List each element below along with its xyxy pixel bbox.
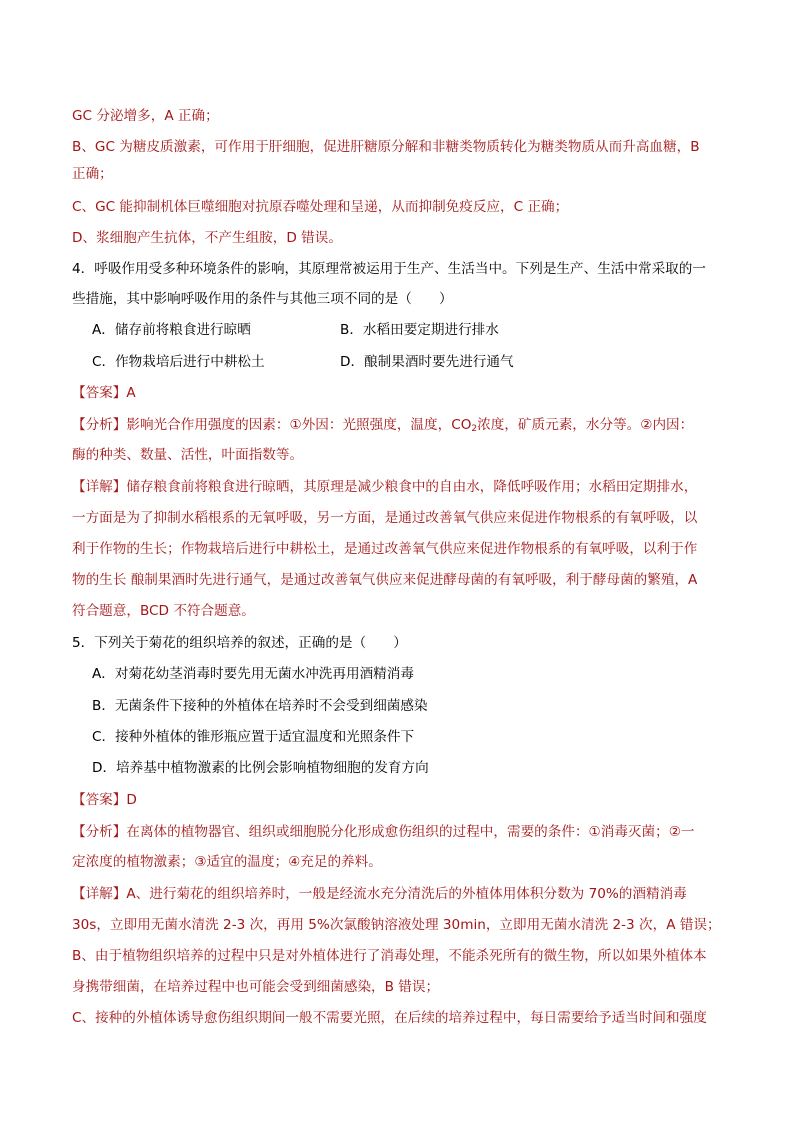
answer-option: D．培养基中植物激素的比例会影响植物细胞的发育方向 xyxy=(92,760,429,776)
text-line xyxy=(72,383,724,403)
text-span: 符合题意，BCD 不符合题意。 xyxy=(72,603,255,619)
text-span: 【答案】A xyxy=(72,385,136,401)
text-span: B、GC 为糖皮质激素，可作用于肝细胞，促进肝糖原分解和非糖类物质转化为糖类物质从而升高血糖，B xyxy=(72,139,700,155)
text-line xyxy=(72,445,724,465)
text-span: 酶的种类、数量、活性，叶面指数等。 xyxy=(72,447,304,463)
text-line xyxy=(72,289,724,309)
text-line xyxy=(72,164,724,184)
text-span: C、接种的外植体诱导愈伤组织期间一般不需要光照，在后续的培养过程中，每日需要给予适当时间和强度 xyxy=(72,1010,707,1026)
text-line xyxy=(72,508,724,528)
text-span: 身携带细菌，在培养过程中也可能会受到细菌感染，B 错误； xyxy=(72,979,440,995)
text-line xyxy=(72,884,724,904)
text-span: D、浆细胞产生抗体，不产生组胺，D 错误。 xyxy=(72,230,342,246)
answer-option: B．水稻田要定期进行排水 xyxy=(340,322,499,338)
answer-option: A．储存前将粮食进行晾晒 xyxy=(92,322,251,338)
text-span: 【详解】储存粮食前将粮食进行晾晒，其原理是减少粮食中的自由水，降低呼吸作用；水稻田定期排水， xyxy=(72,479,698,495)
text-line xyxy=(72,977,724,997)
text-line xyxy=(72,790,724,810)
text-span: B、由于植物组织培养的过程中只是对外植体进行了消毒处理，不能杀死所有的微生物，所以如果外植体本 xyxy=(72,948,707,964)
text-span: 【详解】A、进行菊花的组织培养时，一般是经流水充分清洗后的外植体用体积分数为 70%的酒精消毒 xyxy=(72,886,687,902)
text-span: 正确； xyxy=(72,166,113,182)
text-span: 【分析】在离体的植物器官、组织或细胞脱分化形成愈伤组织的过程中，需要的条件：①消毒灭菌；②一 xyxy=(72,824,695,840)
answer-option: A．对菊花幼茎消毒时要先用无菌水冲洗再用酒精消毒 xyxy=(92,666,414,682)
text-span: 【分析】影响光合作用强度的因素：①外因：光照强度，温度，CO xyxy=(72,417,472,433)
text-line xyxy=(72,852,724,872)
text-span: 30s，立即用无菌水清洗 2-3 次，再用 5%次氯酸钠溶液处理 30min，立即用无菌水清洗 2-3 次，A 错误； xyxy=(72,917,721,933)
text-span: 浓度，矿质元素，水分等。②内因： xyxy=(477,417,694,433)
text-line xyxy=(72,415,724,439)
text-span: 利于作物的生长；作物栽培后进行中耕松土，是通过改善氧气供应来促进作物根系的有氧呼吸，以利于作 xyxy=(72,541,698,557)
text-line xyxy=(72,633,724,653)
text-line xyxy=(72,570,724,590)
text-line xyxy=(72,539,724,559)
text-span: 定浓度的植物激素；③适宜的温度；④充足的养料。 xyxy=(72,854,382,870)
answer-option: C．作物栽培后进行中耕松土 xyxy=(92,354,265,370)
text-line xyxy=(72,259,724,279)
text-line xyxy=(72,137,724,157)
text-line xyxy=(72,915,724,935)
text-line xyxy=(72,822,724,842)
text-span: 些措施，其中影响呼吸作用的条件与其他三项不同的是（ ） xyxy=(72,291,453,307)
answer-option: B．无菌条件下接种的外植体在培养时不会受到细菌感染 xyxy=(92,698,428,714)
text-span: 【答案】D xyxy=(72,792,137,808)
subscript: 2 xyxy=(471,424,478,434)
text-line xyxy=(72,601,724,621)
answer-option: C．接种外植体的锥形瓶应置于适宜温度和光照条件下 xyxy=(92,729,415,745)
text-span: 物的生长 酿制果酒时先进行通气，是通过改善氧气供应来促进酵母菌的有氧呼吸，利于酵母菌的繁殖，A xyxy=(72,572,698,588)
text-line xyxy=(72,228,724,248)
text-line xyxy=(72,1008,724,1028)
text-span: GC 分泌增多，A 正确； xyxy=(72,108,219,124)
text-line xyxy=(72,106,724,126)
text-line xyxy=(72,946,724,966)
text-line xyxy=(72,197,724,217)
text-span: 5．下列关于菊花的组织培养的叙述，正确的是（ ） xyxy=(72,635,407,651)
text-span: C、GC 能抑制机体巨噬细胞对抗原吞噬处理和呈递，从而抑制免疫反应，C 正确； xyxy=(72,199,569,215)
text-span: 4．呼吸作用受多种环境条件的影响，其原理常被运用于生产、生活当中。下列是生产、生活中常采取的一 xyxy=(72,261,706,277)
text-span: 一方面是为了抑制水稻根系的无氧呼吸，另一方面，是通过改善氧气供应来促进作物根系的有氧呼吸，以 xyxy=(72,510,698,526)
answer-option: D．酿制果酒时要先进行通气 xyxy=(340,354,514,370)
text-line xyxy=(72,477,724,497)
